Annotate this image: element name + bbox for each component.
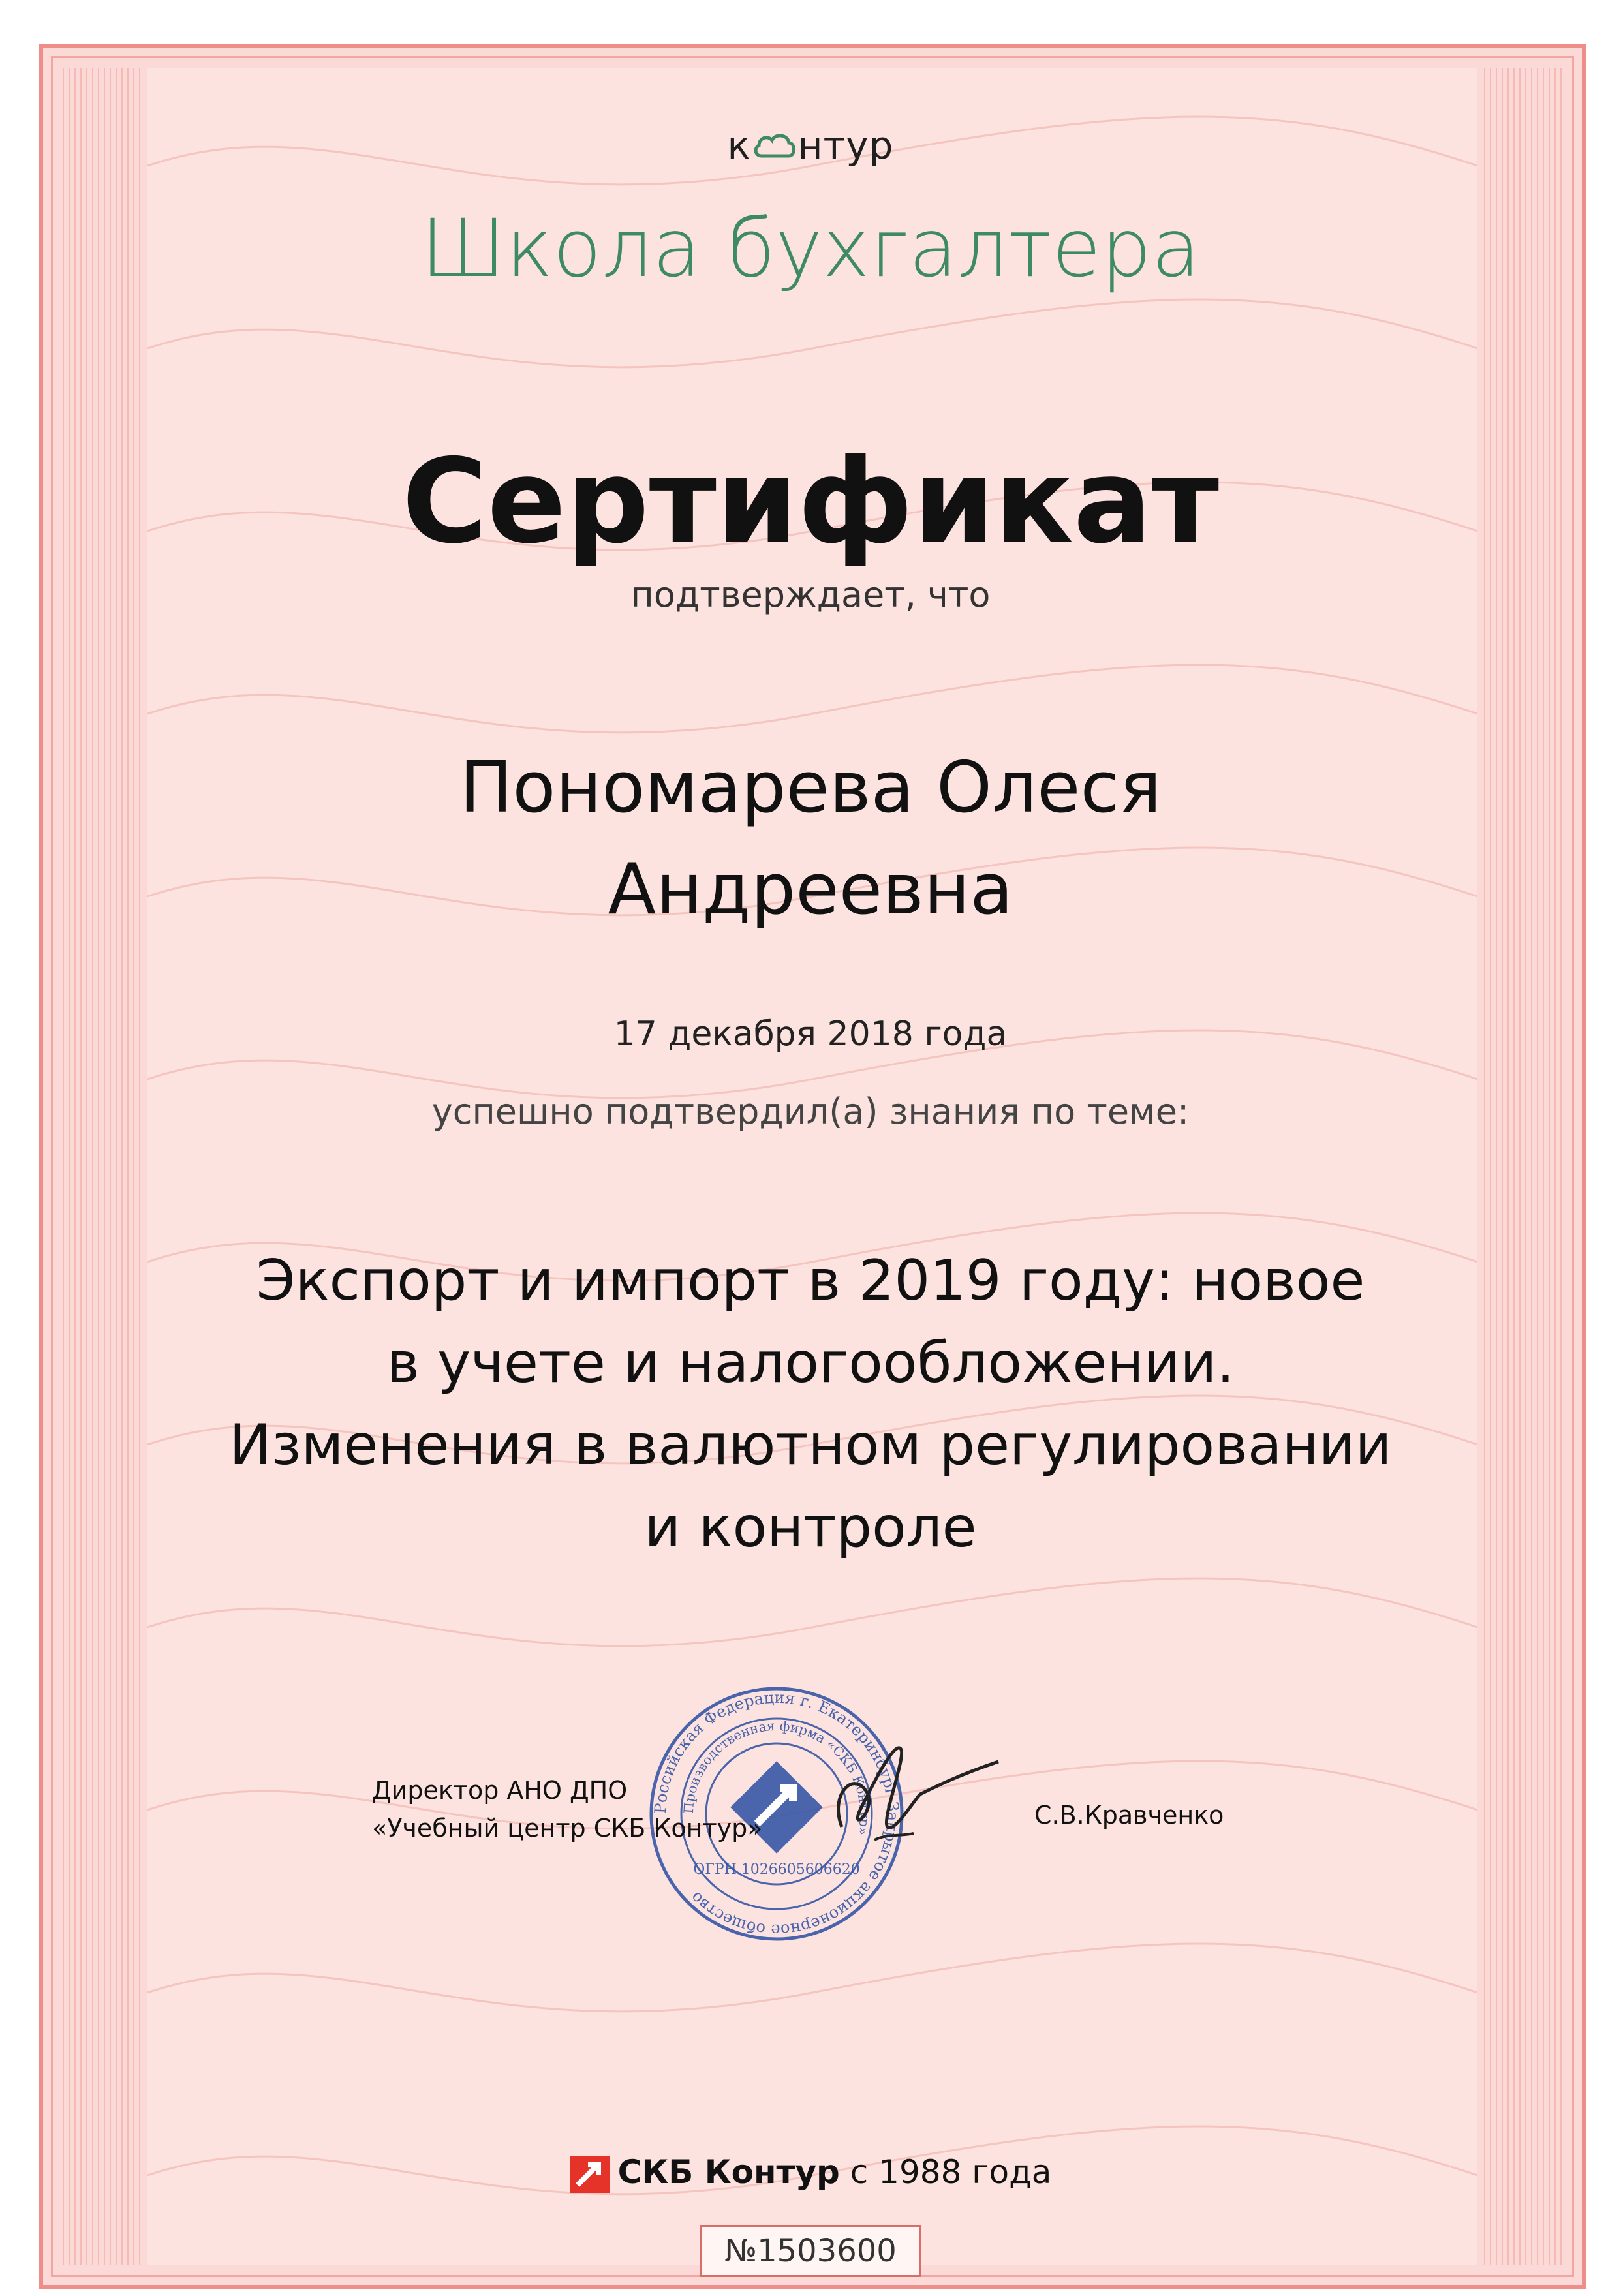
svg-text:Производственная фирма «СКБ Ко: Производственная фирма «СКБ Контур» [680, 1717, 873, 1837]
topic-line: Экспорт и импорт в 2019 году: новое [256, 1248, 1365, 1313]
certificate-date: 17 декабря 2018 года [613, 1015, 1008, 1054]
topic-line: Изменения в валютном регулировании [229, 1413, 1392, 1478]
certificate-title: Сертификат [401, 434, 1220, 569]
school-title: Школа бухгалтера [420, 202, 1201, 295]
signer-name: С.В.Кравченко [1034, 1801, 1224, 1829]
topic-line: и контроле [644, 1495, 977, 1560]
cloud-icon [752, 131, 797, 160]
recipient-name-line2: Андреевна [608, 849, 1013, 930]
svg-text:ОГРН 1026605606620: ОГРН 1026605606620 [693, 1861, 860, 1878]
logo-text-rest: нтур [797, 123, 894, 168]
director-position: Директор АНО ДПО [372, 1776, 628, 1805]
footer [0, 2153, 1621, 2193]
topic-line: в учете и налогообложении. [386, 1330, 1235, 1396]
recipient-name [0, 737, 1621, 941]
success-text: успешно подтвердил(а) знания по теме: [431, 1091, 1190, 1132]
recipient-name-line1: Пономарева Олеся [459, 747, 1162, 829]
svg-text:Российская Федерация г. Екатер: Российская Федерация г. Екатеринбург Закрытое акционерное общество [651, 1688, 903, 1940]
director-title [372, 1771, 762, 1847]
handwritten-signature [829, 1729, 1005, 1853]
kontur-logo [0, 121, 1621, 168]
director-organization: «Учебный центр СКБ Контур» [372, 1814, 763, 1843]
serial-number: №1503600 [700, 2225, 921, 2277]
course-topic [0, 1240, 1621, 1569]
skb-kontur-icon [570, 2156, 610, 2193]
footer-since: с 1988 года [839, 2153, 1052, 2191]
confirms-text: подтверждает, что [630, 574, 991, 615]
logo-letter-k: к [727, 123, 751, 168]
footer-brand: СКБ Контур [617, 2153, 840, 2191]
